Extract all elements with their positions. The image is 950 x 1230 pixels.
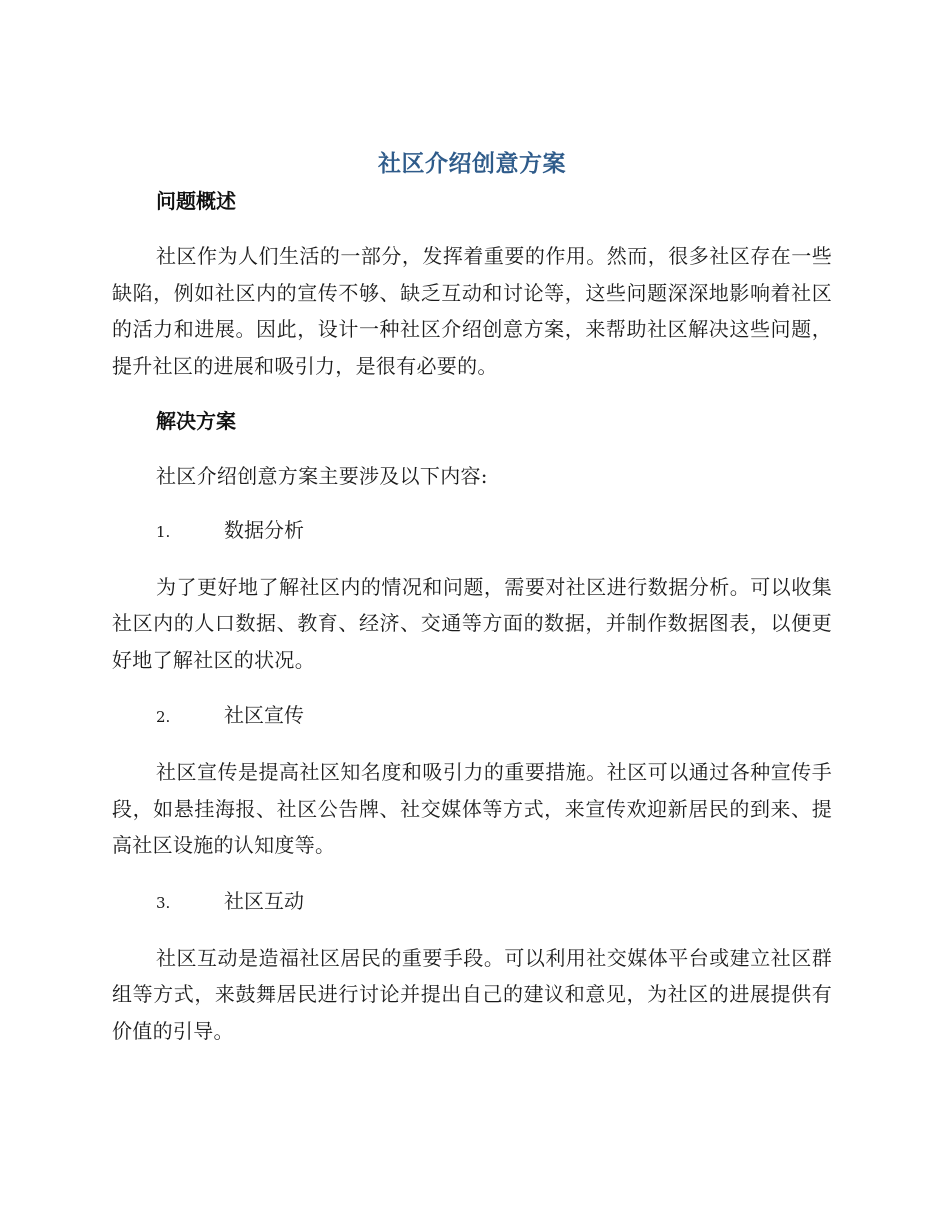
list-item-3 bbox=[112, 886, 832, 918]
list-item-number: 1. bbox=[156, 522, 171, 541]
list-item-1 bbox=[112, 515, 832, 547]
document-page bbox=[112, 146, 832, 1071]
document-title: 社区介绍创意方案 bbox=[378, 151, 566, 177]
list-item-paragraph: 社区宣传是提高社区知名度和吸引力的重要措施。社区可以通过各种宣传手段，如悬挂海报、社区公告牌、社交媒体等方式，来宣传欢迎新居民的到来、提高社区设施的认知度等。 bbox=[112, 760, 832, 857]
list-item-label: 数据分析 bbox=[224, 517, 304, 542]
problem-paragraph: 社区作为人们生活的一部分，发挥着重要的作用。然而，很多社区存在一些缺陷，例如社区内的宣传不够、缺乏互动和讨论等，这些问题深深地影响着社区的活力和进展。因此，设计一种社区介绍创意方案，来帮助社区解决这些问题，提升社区的进展和吸引力，是很有必要的。 bbox=[112, 244, 832, 378]
list-item-paragraph: 社区互动是造福社区居民的重要手段。可以利用社交媒体平台或建立社区群组等方式，来鼓舞居民进行讨论并提出自己的建议和意见，为社区的进展提供有价值的引导。 bbox=[112, 945, 832, 1043]
list-item-paragraph: 为了更好地了解社区内的情况和问题，需要对社区进行数据分析。可以收集社区内的人口数据、教育、经济、交通等方面的数据，并制作数据图表，以便更好地了解社区的状况。 bbox=[112, 574, 832, 672]
list-item-2 bbox=[112, 700, 832, 732]
list-item-number: 3. bbox=[156, 893, 171, 912]
section-heading-problem: 问题概述 bbox=[156, 189, 236, 213]
list-item-label: 社区互动 bbox=[224, 888, 304, 913]
section-heading-solution: 解决方案 bbox=[156, 409, 236, 433]
solution-intro: 社区介绍创意方案主要涉及以下内容: bbox=[156, 464, 488, 488]
list-item-label: 社区宣传 bbox=[224, 703, 304, 727]
list-item-number: 2. bbox=[156, 708, 171, 726]
